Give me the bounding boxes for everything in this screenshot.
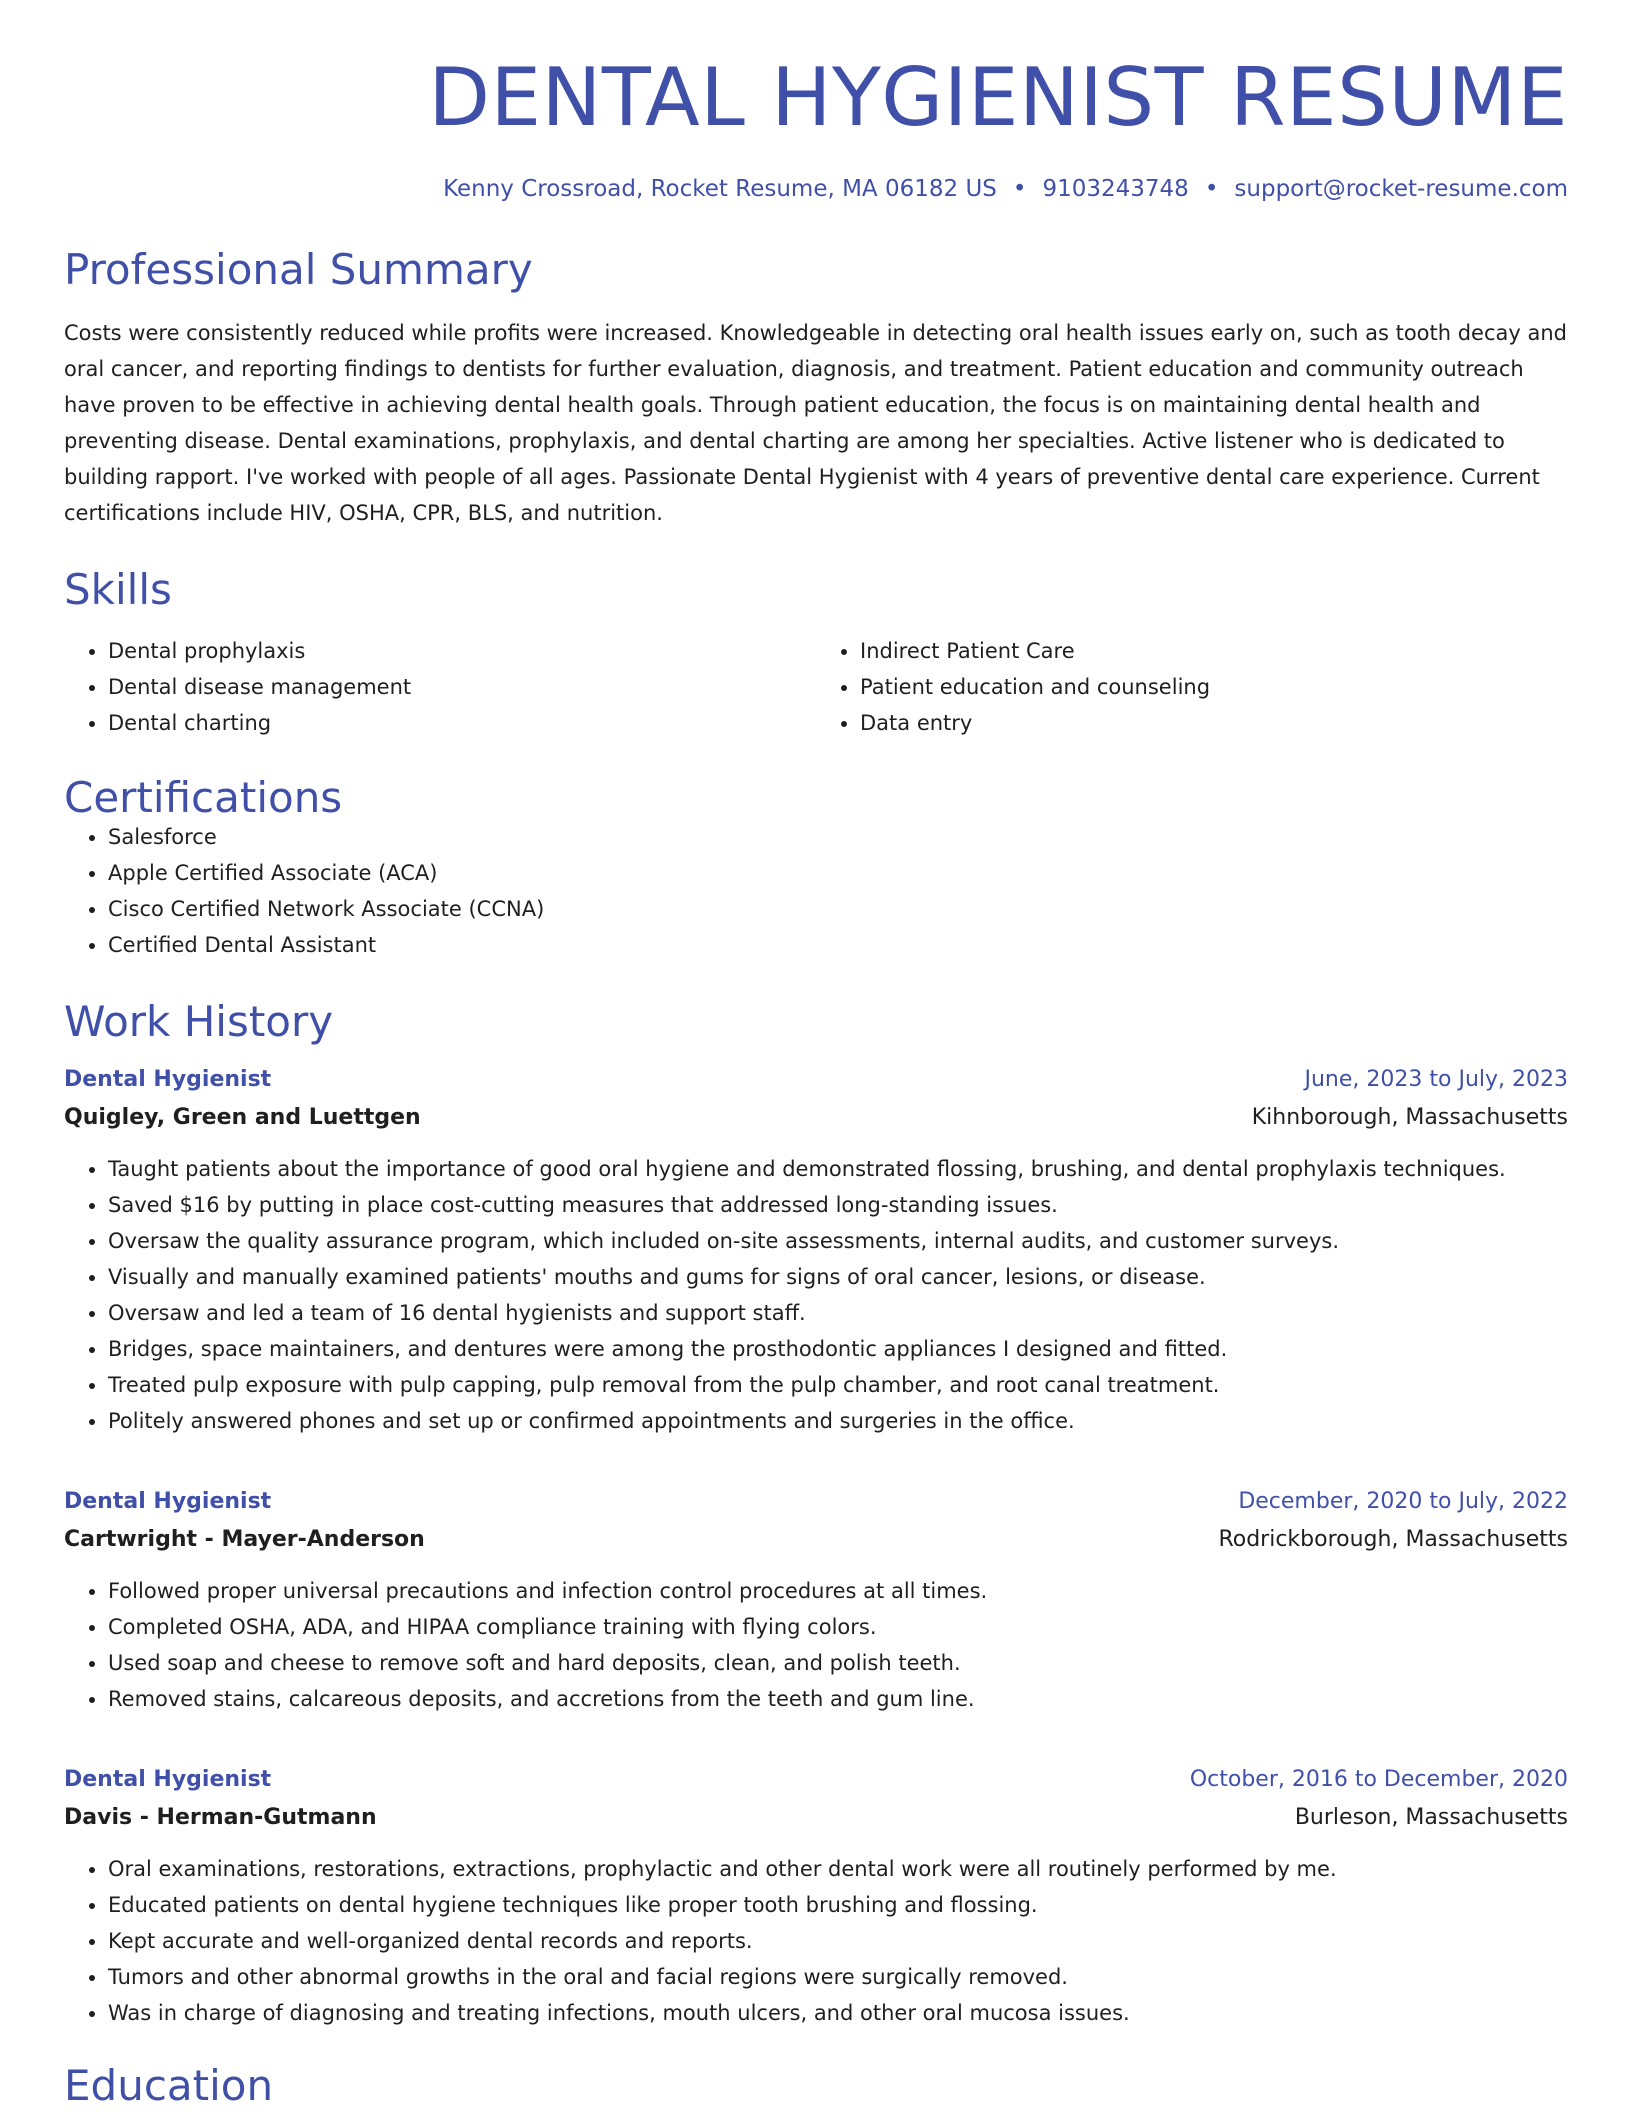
job-bullet: • Tumors and other abnormal growths in the oral and facial regions were surgically removed. [108, 1959, 1568, 1995]
job-bullet: • Kept accurate and well-organized dental records and reports. [108, 1923, 1568, 1959]
job-bullet: • Used soap and cheese to remove soft and hard deposits, clean, and polish teeth. [108, 1645, 1568, 1681]
skills-list-right [816, 633, 1568, 741]
job-company: Davis - Herman-Gutmann [64, 1805, 377, 1830]
contact-separator: • [1204, 176, 1219, 202]
job-dates: June, 2023 to July, 2023 [1304, 1067, 1568, 1092]
education-heading: Education [64, 2061, 274, 2110]
job-bullet: • Followed proper universal precautions and infection control procedures at all times. [108, 1573, 1568, 1609]
job-company: Quigley, Green and Luettgen [64, 1105, 421, 1130]
certifications-list [64, 819, 1568, 963]
job-header-row [64, 1761, 1568, 1799]
job-bullet: • Completed OSHA, ADA, and HIPAA compliance training with flying colors. [108, 1609, 1568, 1645]
job-header-row [64, 1061, 1568, 1099]
summary-heading: Professional Summary [64, 245, 533, 294]
skill-item: • Patient education and counseling [860, 669, 1568, 705]
skill-item: • Dental prophylaxis [108, 633, 816, 669]
job-entry [64, 1061, 1568, 1439]
certification-item: • Cisco Certified Network Associate (CCNA) [108, 891, 1568, 927]
contact-address: Kenny Crossroad, Rocket Resume, MA 06182 US [443, 176, 997, 202]
summary-text: Costs were consistently reduced while profits were increased. Knowledgeable in detecting oral health issues early on, such as tooth decay and oral cancer, and reporting findings to dentists for further evaluation, diagnosis, and treatment. Patient education and community outreach have proven to be effective in achieving dental health goals. Through patient education, the focus is on maintaining dental health and preventing disease. Dental examinations, prophylaxis, and dental charting are among her specialties. Active listener who is dedicated to building rapport. I've worked with people of all ages. Passionate Dental Hygienist with 4 years of preventive dental care experience. Current certifications include HIV, OSHA, CPR, BLS, and nutrition. [64, 321, 1568, 525]
contact-line [64, 178, 1568, 201]
job-dates: October, 2016 to December, 2020 [1189, 1767, 1568, 1792]
work-history-heading: Work History [64, 997, 334, 1046]
job-company-row [64, 1521, 1568, 1559]
job-location: Kihnborough, Massachusetts [1251, 1105, 1568, 1130]
job-bullet: • Oral examinations, restorations, extractions, prophylactic and other dental work were all routinely performed by me. [108, 1851, 1568, 1887]
skills-heading: Skills [64, 565, 172, 614]
job-bullet: • Bridges, space maintainers, and dentures were among the prosthodontic appliances I designed and fitted. [108, 1331, 1568, 1367]
job-bullet: • Politely answered phones and set up or confirmed appointments and surgeries in the office. [108, 1403, 1568, 1439]
skills-grid [64, 633, 1568, 741]
job-bullet: • Oversaw the quality assurance program, which included on-site assessments, internal audits, and customer surveys. [108, 1223, 1568, 1259]
job-title: Dental Hygienist [64, 1067, 272, 1092]
job-company-row [64, 1099, 1568, 1137]
skills-list-left [64, 633, 816, 741]
certification-item: • Certified Dental Assistant [108, 927, 1568, 963]
job-bullet: • Removed stains, calcareous deposits, and accretions from the teeth and gum line. [108, 1681, 1568, 1717]
skill-item: • Dental charting [108, 705, 816, 741]
job-bullets [64, 1851, 1568, 2031]
job-company-row [64, 1799, 1568, 1837]
job-bullet: • Was in charge of diagnosing and treating infections, mouth ulcers, and other oral mucosa issues. [108, 1995, 1568, 2031]
job-title: Dental Hygienist [64, 1767, 272, 1792]
skill-item: • Indirect Patient Care [860, 633, 1568, 669]
job-location: Burleson, Massachusetts [1294, 1805, 1568, 1830]
job-entry [64, 1761, 1568, 2031]
certification-item: • Salesforce [108, 819, 1568, 855]
job-entry [64, 1483, 1568, 1717]
skill-item: • Data entry [860, 705, 1568, 741]
job-bullets [64, 1151, 1568, 1439]
job-company: Cartwright - Mayer-Anderson [64, 1527, 425, 1552]
job-bullet: • Visually and manually examined patients' mouths and gums for signs of oral cancer, lesions, or disease. [108, 1259, 1568, 1295]
contact-email: support@rocket-resume.com [1234, 176, 1568, 202]
contact-phone: 9103243748 [1042, 176, 1189, 202]
job-location: Rodrickborough, Massachusetts [1218, 1527, 1568, 1552]
job-header-row [64, 1483, 1568, 1521]
job-bullet: • Treated pulp exposure with pulp capping, pulp removal from the pulp chamber, and root canal treatment. [108, 1367, 1568, 1403]
resume-title: DENTAL HYGIENIST RESUME [428, 51, 1568, 144]
certification-item: • Apple Certified Associate (ACA) [108, 855, 1568, 891]
job-bullet: • Educated patients on dental hygiene techniques like proper tooth brushing and flossing. [108, 1887, 1568, 1923]
job-title: Dental Hygienist [64, 1489, 272, 1514]
job-bullet: • Taught patients about the importance of good oral hygiene and demonstrated flossing, brushing, and dental prophylaxis techniques. [108, 1151, 1568, 1187]
skill-item: • Dental disease management [108, 669, 816, 705]
job-bullets [64, 1573, 1568, 1717]
job-dates: December, 2020 to July, 2022 [1238, 1489, 1568, 1514]
contact-separator: • [1012, 176, 1027, 202]
job-bullet: • Oversaw and led a team of 16 dental hygienists and support staff. [108, 1295, 1568, 1331]
job-bullet: • Saved $16 by putting in place cost-cutting measures that addressed long-standing issues. [108, 1187, 1568, 1223]
certifications-heading: Certifications [64, 773, 343, 822]
